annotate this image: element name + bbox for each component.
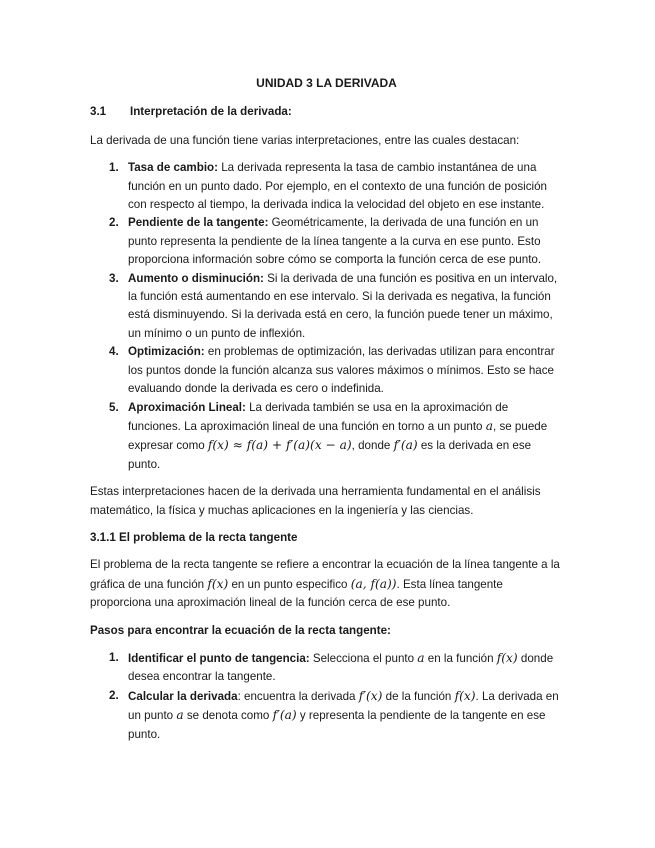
interpretations-list (90, 159, 563, 474)
step-text: de la función (382, 689, 455, 703)
step-number: 2. (109, 688, 119, 702)
item-number: 4. (109, 345, 119, 359)
section-title: Interpretación de la derivada: (130, 105, 292, 119)
math-derivative: f′(x) (358, 688, 383, 703)
step-text: y representa la pendiente de la tangente en ese punto. (128, 709, 546, 741)
step-number: 1. (109, 650, 119, 664)
math-a: a (485, 418, 494, 433)
closing-paragraph: Estas interpretaciones hacen de la derivada una herramienta fundamental en el análisis matemático, la física y muchas aplicaciones en la ingeniería y las ciencias. (90, 485, 541, 517)
step-text: donde desea encontrar la tangente. (128, 651, 554, 684)
item-term: Pendiente de la tangente: (128, 216, 269, 230)
item-number: 2. (109, 216, 119, 230)
item-text: , donde (351, 439, 394, 453)
step-text: . La derivada en un punto (128, 689, 559, 723)
math-derivative: f′(a) (272, 708, 297, 723)
item-text: , se puede expresar como (128, 419, 548, 453)
subsection-heading: 3.1.1 El problema de la recta tangente (90, 530, 298, 544)
item-text: en problemas de optimización, las derivadas utilizan para encontrar los puntos donde la función alcanza sus valores máximos o mínimos. Esto se hace evaluando donde la derivada es cero o indefinida. (128, 345, 555, 396)
math-a: a (176, 708, 184, 723)
step-term: Calcular la derivada (128, 689, 238, 703)
step-text: en la función (424, 651, 497, 665)
tangent-paragraph (90, 556, 563, 612)
math-fx: f(x) (207, 576, 229, 591)
item-text: La derivada también se usa en la aproximación de funciones. La aproximación lineal de una función en torno a un punto (128, 400, 509, 433)
paragraph-text: en un punto especifico (228, 577, 351, 591)
list-item (109, 270, 563, 344)
step-text: : encuentra la derivada (237, 689, 359, 703)
item-text: Geométricamente, la derivada de una función en un punto representa la pendiente de la línea tangente a la curva en ese punto. Esto proporciona información sobre cómo se comporta la función cerca de ese punto. (128, 216, 542, 267)
page-title: UNIDAD 3 LA DERIVADA (256, 76, 397, 90)
item-term: Aumento o disminución: (128, 271, 264, 285)
paragraph-text: El problema de la recta tangente se refiere a encontrar la ecuación de la línea tangente a la gráfica de una función (90, 558, 560, 591)
steps-list (90, 649, 563, 744)
section-heading (90, 103, 563, 121)
list-item (109, 214, 563, 269)
list-item (109, 343, 563, 398)
section-number: 3.1 (90, 105, 107, 119)
list-item (109, 399, 563, 475)
steps-heading: Pasos para encontrar la ecuación de la recta tangente: (90, 623, 391, 637)
math-point: (a, f(a)) (350, 576, 397, 591)
math-fx: f(x) (496, 650, 518, 665)
step-text: se denota como (183, 709, 273, 723)
list-item (109, 649, 563, 687)
list-item (109, 687, 563, 744)
item-number: 5. (109, 400, 119, 414)
math-fx: f(x) (454, 688, 476, 703)
item-term: Aproximación Lineal: (128, 400, 246, 414)
math-formula: f(x) ≈ f(a) + f′(a)(x − a) (207, 438, 352, 453)
item-term: Optimización: (128, 345, 205, 359)
math-a: a (417, 650, 425, 665)
item-number: 1. (109, 161, 119, 175)
list-item (109, 159, 563, 214)
step-term: Identificar el punto de tangencia: (128, 651, 310, 665)
intro-paragraph: La derivada de una función tiene varias interpretaciones, entre las cuales destacan: (90, 133, 520, 147)
item-number: 3. (109, 271, 119, 285)
math-derivative: f′(a) (393, 438, 418, 453)
item-text: Si la derivada de una función es positiva en un intervalo, la función está aumentando en ese intervalo. Si la derivada es negativa, la función está disminuyendo. Si la derivada está en cero, la función puede tener un máximo, un mínimo o un punto de inflexión. (128, 271, 558, 340)
paragraph-text: . Esta línea tangente proporciona una aproximación lineal de la función cerca de ese punto. (90, 577, 503, 610)
item-text: La derivada representa la tasa de cambio instantánea de una función en un punto dado. Por ejemplo, en el contexto de una función de posición con respecto al tiempo, la derivada indica la velocidad del objeto en ese instante. (128, 161, 547, 212)
item-text: es la derivada en ese punto. (128, 439, 532, 471)
item-term: Tasa de cambio: (128, 161, 218, 175)
step-text: Selecciona el punto (309, 651, 418, 665)
